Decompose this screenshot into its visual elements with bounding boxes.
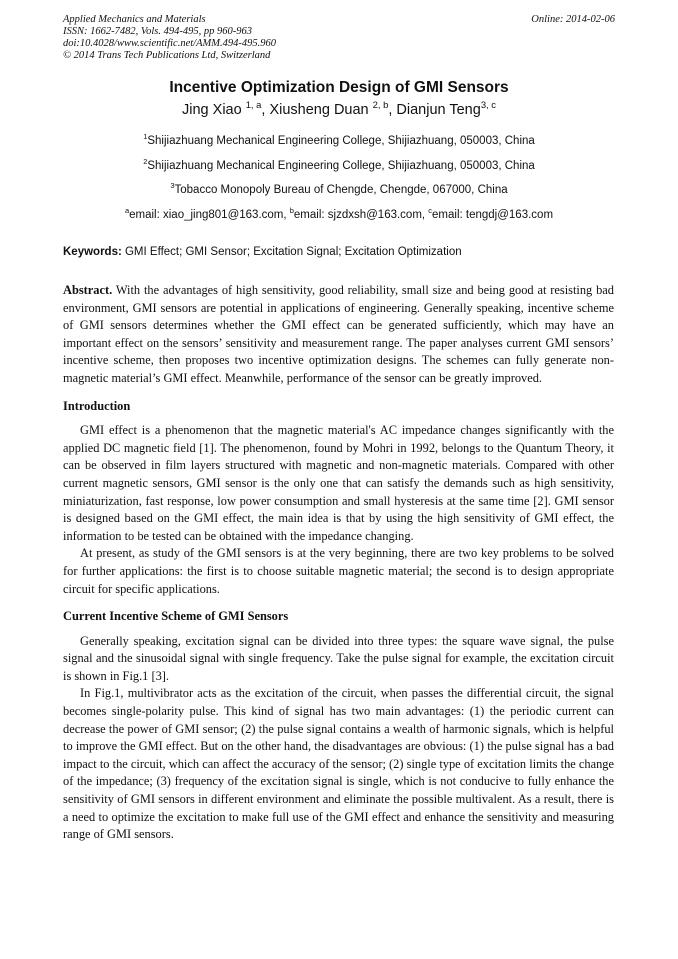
- emails: [0, 206, 678, 221]
- copyright: © 2014 Trans Tech Publications Ltd, Switzerland: [63, 50, 271, 61]
- aff-sup: 1: [143, 132, 148, 142]
- sep: ,: [388, 102, 397, 118]
- abstract-text: With the advantages of high sensitivity, good reliability, small size and being good at resisting bad environment, GMI sensors are potential in applications of engineering. Generally speaking, incentive scheme of GMI sensors determines whether the GMI effect can be generated sufficiently, which may have an important effect on the sensors’ sensitivity and measurement range. The paper analyses current GMI sensors’ incentive scheme, then proposes two incentive optimization designs. The schemes can fully generate non-magnetic material’s GMI effect. Meanwhile, performance of the sensor can be greatly improved.: [63, 283, 614, 385]
- keywords-text: GMI Effect; GMI Sensor; Excitation Signal; Excitation Optimization: [121, 246, 462, 258]
- abstract-label: Abstract.: [63, 283, 113, 297]
- email: email: tengdj@163.com: [432, 209, 554, 221]
- paragraph: GMI effect is a phenomenon that the magnetic material's AC impedance changes significantly with the applied DC magnetic field [1]. The phenomenon, found by Mohri in 1992, belongs to the Quantum Theory, it can be observed in film layers structured with magnetic and non-magnetic materials. Compared with other current magnetic sensors, GMI sensor is the only one that can satisfy the demands such as high sensitivity, miniaturization, fast response, low power consumption and small hysteresis at the same time [2]. GMI sensor is designed based on the GMI effect, the main idea is that by using the high sensitivity of GMI effect, the information to be tested can be obtained with the impedance changing.: [63, 423, 614, 543]
- author-name: Xiusheng Duan: [269, 102, 373, 118]
- author-sup: 3, c: [480, 99, 496, 111]
- abstract: [63, 282, 614, 388]
- paragraph: Generally speaking, excitation signal can be divided into three types: the square wave signal, the pulse signal and the sinusoidal signal with single frequency. Take the pulse signal for example, the excitation circuit is shown in Fig.1 [3].: [63, 633, 614, 683]
- author-sup: 1, a: [245, 99, 262, 111]
- aff-sup: 3: [170, 181, 175, 191]
- section-heading: Current Incentive Scheme of GMI Sensors: [63, 609, 289, 624]
- email: email: xiao_jing801@163.com,: [129, 209, 290, 221]
- sep: ,: [261, 102, 270, 118]
- journal-name: Applied Mechanics and Materials: [63, 14, 206, 25]
- author-name: Dianjun Teng: [396, 102, 481, 118]
- aff-sup: 2: [143, 157, 148, 167]
- keywords-label: Keywords:: [63, 246, 122, 258]
- author-name: Jing Xiao: [182, 102, 246, 118]
- author-sup: 2, b: [372, 99, 389, 111]
- email-sup: a: [124, 206, 130, 216]
- paragraph: At present, as study of the GMI sensors is at the very beginning, there are two key problems to be solved for further applications: the first is to choose suitable magnetic material; the second is to design appropriate circuit for specific applications.: [63, 546, 614, 596]
- affiliation: [0, 157, 678, 172]
- aff-text: Shijiazhuang Mechanical Engineering College, Shijiazhuang, 050003, China: [147, 160, 535, 172]
- body-text: [63, 282, 614, 844]
- issn: ISSN: 1662-7482, Vols. 494-495, pp 960-963: [63, 26, 252, 37]
- journal-header: [63, 14, 276, 62]
- authors: [0, 99, 678, 118]
- aff-text: Shijiazhuang Mechanical Engineering College, Shijiazhuang, 050003, China: [147, 135, 535, 147]
- section-heading: Introduction: [63, 398, 131, 413]
- email-sup: c: [428, 206, 433, 216]
- affiliation: [0, 132, 678, 147]
- doi: doi:10.4028/www.scientific.net/AMM.494-495.960: [63, 38, 276, 49]
- email: email: sjzdxsh@163.com,: [293, 209, 429, 221]
- keywords: [63, 246, 462, 258]
- affiliation: [0, 181, 678, 196]
- email-sup: b: [289, 206, 294, 216]
- aff-text: Tobacco Monopoly Bureau of Chengde, Chengde, 067000, China: [174, 184, 508, 196]
- online-date: Online: 2014-02-06: [531, 14, 615, 25]
- paper-title: Incentive Optimization Design of GMI Sensors: [169, 79, 509, 96]
- paragraph: In Fig.1, multivibrator acts as the excitation of the circuit, when passes the differential circuit, the signal becomes single-polarity pulse. This kind of signal has two main advantages: (1) the periodic current can decrease the power of GMI sensor; (2) the pulse signal contains a wealth of harmonic signals, which is helpful to improve the GMI effect. But on the other hand, the disadvantages are obvious: (1) the pulse signal has a bad impact to the circuit, which can affect the accuracy of the sensor; (2) single type of excitation limits the change of the impedance; (3) frequency of the excitation signal is single, which is not conducive to fully enhance the sensitivity of GMI sensors in different environment and eliminate the possible multivalent. As a result, there is a need to optimize the excitation to make full use of the GMI effect and enhance the sensitivity and measuring range of GMI sensors.: [63, 686, 614, 842]
